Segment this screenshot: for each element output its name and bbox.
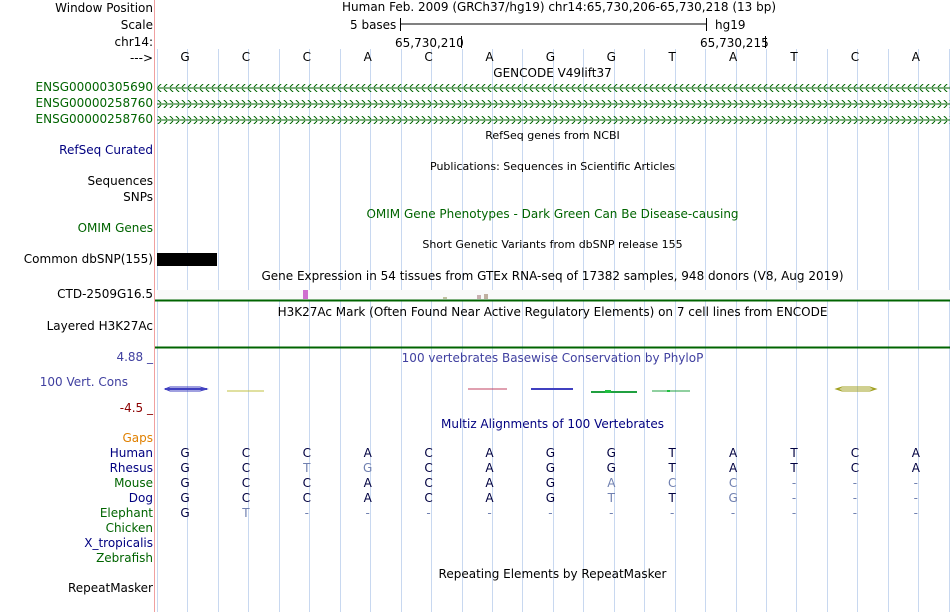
alignment-base: C xyxy=(241,491,251,505)
gaps-label[interactable]: Gaps xyxy=(122,431,153,445)
alignment-row xyxy=(0,506,950,520)
alignment-base: C xyxy=(424,491,433,505)
alignment-base: A xyxy=(911,446,920,460)
alignment-base: T xyxy=(303,461,311,475)
repeatmasker-label[interactable]: RepeatMasker xyxy=(67,581,153,595)
alignment-base: - xyxy=(913,491,918,505)
alignment-base: - xyxy=(913,506,918,520)
refseq-label[interactable]: RefSeq Curated xyxy=(59,143,153,157)
alignment-base: G xyxy=(728,491,738,505)
alignment-base: - xyxy=(365,506,370,520)
alignment-base: - xyxy=(791,491,797,505)
repeatmasker-title[interactable]: Repeating Elements by RepeatMasker xyxy=(438,567,667,581)
alignment-base: A xyxy=(363,491,372,505)
scale-text: 5 bases xyxy=(350,18,397,32)
gencode-title[interactable]: GENCODE V49lift37 xyxy=(493,66,612,80)
base-letter: G xyxy=(180,50,190,64)
alignment-base: G xyxy=(180,491,190,505)
alignment-base: - xyxy=(609,506,614,520)
alignment-base: A xyxy=(485,461,494,475)
base-letter: C xyxy=(424,50,433,64)
alignment-base: G xyxy=(545,461,556,475)
gene-ENSG00000258760-b[interactable] xyxy=(157,116,950,124)
species-label[interactable]: X_tropicalis xyxy=(84,536,153,550)
gtex-bars[interactable] xyxy=(157,290,950,300)
phylop-max-label: 4.88 _ xyxy=(116,350,153,364)
strand-arrow-label[interactable]: ---> xyxy=(129,51,153,65)
publications-title[interactable]: Publications: Sequences in Scientific Articles xyxy=(430,160,675,173)
omim-title[interactable]: OMIM Gene Phenotypes - Dark Green Can Be Disease-causing xyxy=(366,207,739,221)
base-letter: A xyxy=(485,50,494,64)
gencode-label-1[interactable]: ENSG00000305690 xyxy=(35,80,153,94)
alignment-base: G xyxy=(180,446,190,460)
alignment-base: G xyxy=(545,491,556,505)
sequences-label[interactable]: Sequences xyxy=(87,174,153,188)
alignment-row xyxy=(0,521,950,535)
alignment-base: C xyxy=(241,446,251,460)
h3k27ac-label[interactable]: Layered H3K27Ac xyxy=(46,319,153,333)
phylop-min-label: -4.5 _ xyxy=(119,401,153,415)
snps-label[interactable]: SNPs xyxy=(123,190,153,204)
species-label[interactable]: Zebrafish xyxy=(96,551,153,565)
alignment-base: - xyxy=(852,476,858,490)
species-label[interactable]: Chicken xyxy=(105,521,153,535)
species-label[interactable]: Rhesus xyxy=(109,461,153,475)
position-title: Human Feb. 2009 (GRCh37/hg19) chr14:65,730,206-65,730,218 (13 bp) xyxy=(342,0,777,14)
phylop-values[interactable] xyxy=(165,387,876,393)
alignment-row xyxy=(0,476,950,490)
alignment-base: G xyxy=(606,446,616,460)
species-label[interactable]: Human xyxy=(109,446,153,460)
base-letter: C xyxy=(302,50,311,64)
alignment-base: A xyxy=(363,476,372,490)
alignment-base: A xyxy=(911,461,920,475)
alignment-base: C xyxy=(241,461,251,475)
coord-right: 65,730,215 xyxy=(700,36,769,50)
alignment-base: G xyxy=(545,446,556,460)
alignment-base: - xyxy=(548,506,553,520)
species-label[interactable]: Elephant xyxy=(99,506,153,520)
alignment-base: C xyxy=(241,476,251,490)
base-letter: A xyxy=(728,50,738,64)
gencode-label-3[interactable]: ENSG00000258760 xyxy=(35,112,153,126)
alignment-base: T xyxy=(668,461,676,475)
species-label[interactable]: Mouse xyxy=(114,476,153,490)
alignment-base: - xyxy=(852,491,858,505)
window-position-label: Window Position xyxy=(55,1,153,15)
alignment-base: A xyxy=(363,446,372,460)
chrom-label: chr14: xyxy=(114,35,153,49)
alignment-base: - xyxy=(670,506,675,520)
alignment-row xyxy=(0,491,950,505)
alignment-base: A xyxy=(485,491,494,505)
phylop-title[interactable]: 100 vertebrates Basewise Conservation by PhyloP xyxy=(401,351,704,365)
alignment-base: A xyxy=(485,446,494,460)
base-letter: G xyxy=(606,50,616,64)
ctd-label[interactable]: CTD-2509G16.5 xyxy=(57,287,153,301)
alignment-row xyxy=(0,536,950,550)
alignment-base: T xyxy=(668,491,676,505)
assembly-text: hg19 xyxy=(715,18,746,32)
alignment-base: C xyxy=(302,476,311,490)
gene-ENSG00000258760-a[interactable] xyxy=(157,100,950,108)
alignment-base: T xyxy=(242,506,250,520)
alignment-base: C xyxy=(302,491,311,505)
alignment-row xyxy=(0,551,950,565)
alignment-base: C xyxy=(424,446,433,460)
base-letter: C xyxy=(241,50,251,64)
base-letter: C xyxy=(850,50,860,64)
alignment-base: T xyxy=(790,446,798,460)
alignment-base: - xyxy=(487,506,492,520)
scale-bar xyxy=(400,18,707,31)
alignment-row xyxy=(0,446,950,460)
alignment-base: C xyxy=(667,476,677,490)
dna-bases-row xyxy=(0,50,950,64)
h3k27ac-title[interactable]: H3K27Ac Mark (Often Found Near Active Regulatory Elements) on 7 cell lines from ENCODE xyxy=(277,305,828,319)
species-label[interactable]: Dog xyxy=(128,491,153,505)
gene-ENSG00000305690[interactable] xyxy=(157,84,950,92)
alignment-base: G xyxy=(545,476,556,490)
multiz-title[interactable]: Multiz Alignments of 100 Vertebrates xyxy=(440,417,665,431)
vert-cons-label[interactable]: 100 Vert. Cons xyxy=(39,375,128,389)
gencode-label-2[interactable]: ENSG00000258760 xyxy=(35,96,153,110)
base-letter: G xyxy=(545,50,556,64)
common-dbsnp-label[interactable]: Common dbSNP(155) xyxy=(23,252,153,266)
coord-left: 65,730,210 xyxy=(395,36,464,50)
alignment-base: G xyxy=(363,461,373,475)
gtex-title[interactable]: Gene Expression in 54 tissues from GTEx RNA-seq of 17382 samples, 948 donors (V8, Aug 2019) xyxy=(261,269,844,283)
alignment-base: A xyxy=(607,476,616,490)
dbsnp-variant[interactable] xyxy=(157,253,217,266)
alignment-base: G xyxy=(180,506,190,520)
alignment-base: C xyxy=(424,476,433,490)
alignment-base: - xyxy=(791,506,797,520)
base-letter: T xyxy=(668,50,676,64)
omim-label[interactable]: OMIM Genes xyxy=(77,221,153,235)
alignment-base: - xyxy=(426,506,431,520)
dbsnp-title[interactable]: Short Genetic Variants from dbSNP release 155 xyxy=(422,238,683,251)
alignment-row xyxy=(0,461,950,475)
alignment-base: - xyxy=(730,506,736,520)
alignment-base: A xyxy=(728,461,738,475)
alignment-base: - xyxy=(791,476,797,490)
alignment-base: C xyxy=(424,461,433,475)
alignment-base: A xyxy=(485,476,494,490)
alignment-base: G xyxy=(180,461,190,475)
alignment-base: G xyxy=(606,461,616,475)
alignment-base: T xyxy=(607,491,615,505)
alignment-base: C xyxy=(728,476,738,490)
alignment-base: - xyxy=(304,506,309,520)
alignment-base: C xyxy=(850,461,860,475)
alignment-base: T xyxy=(790,461,798,475)
alignment-base: C xyxy=(302,446,311,460)
alignment-base: - xyxy=(913,476,918,490)
alignment-base: A xyxy=(728,446,738,460)
alignment-base: - xyxy=(852,506,858,520)
base-letter: A xyxy=(363,50,372,64)
alignment-base: T xyxy=(668,446,676,460)
alignment-base: G xyxy=(180,476,190,490)
base-letter: A xyxy=(911,50,920,64)
alignment-base: C xyxy=(850,446,860,460)
refseq-title[interactable]: RefSeq genes from NCBI xyxy=(485,129,620,142)
scale-label: Scale xyxy=(120,18,153,32)
base-letter: T xyxy=(790,50,798,64)
